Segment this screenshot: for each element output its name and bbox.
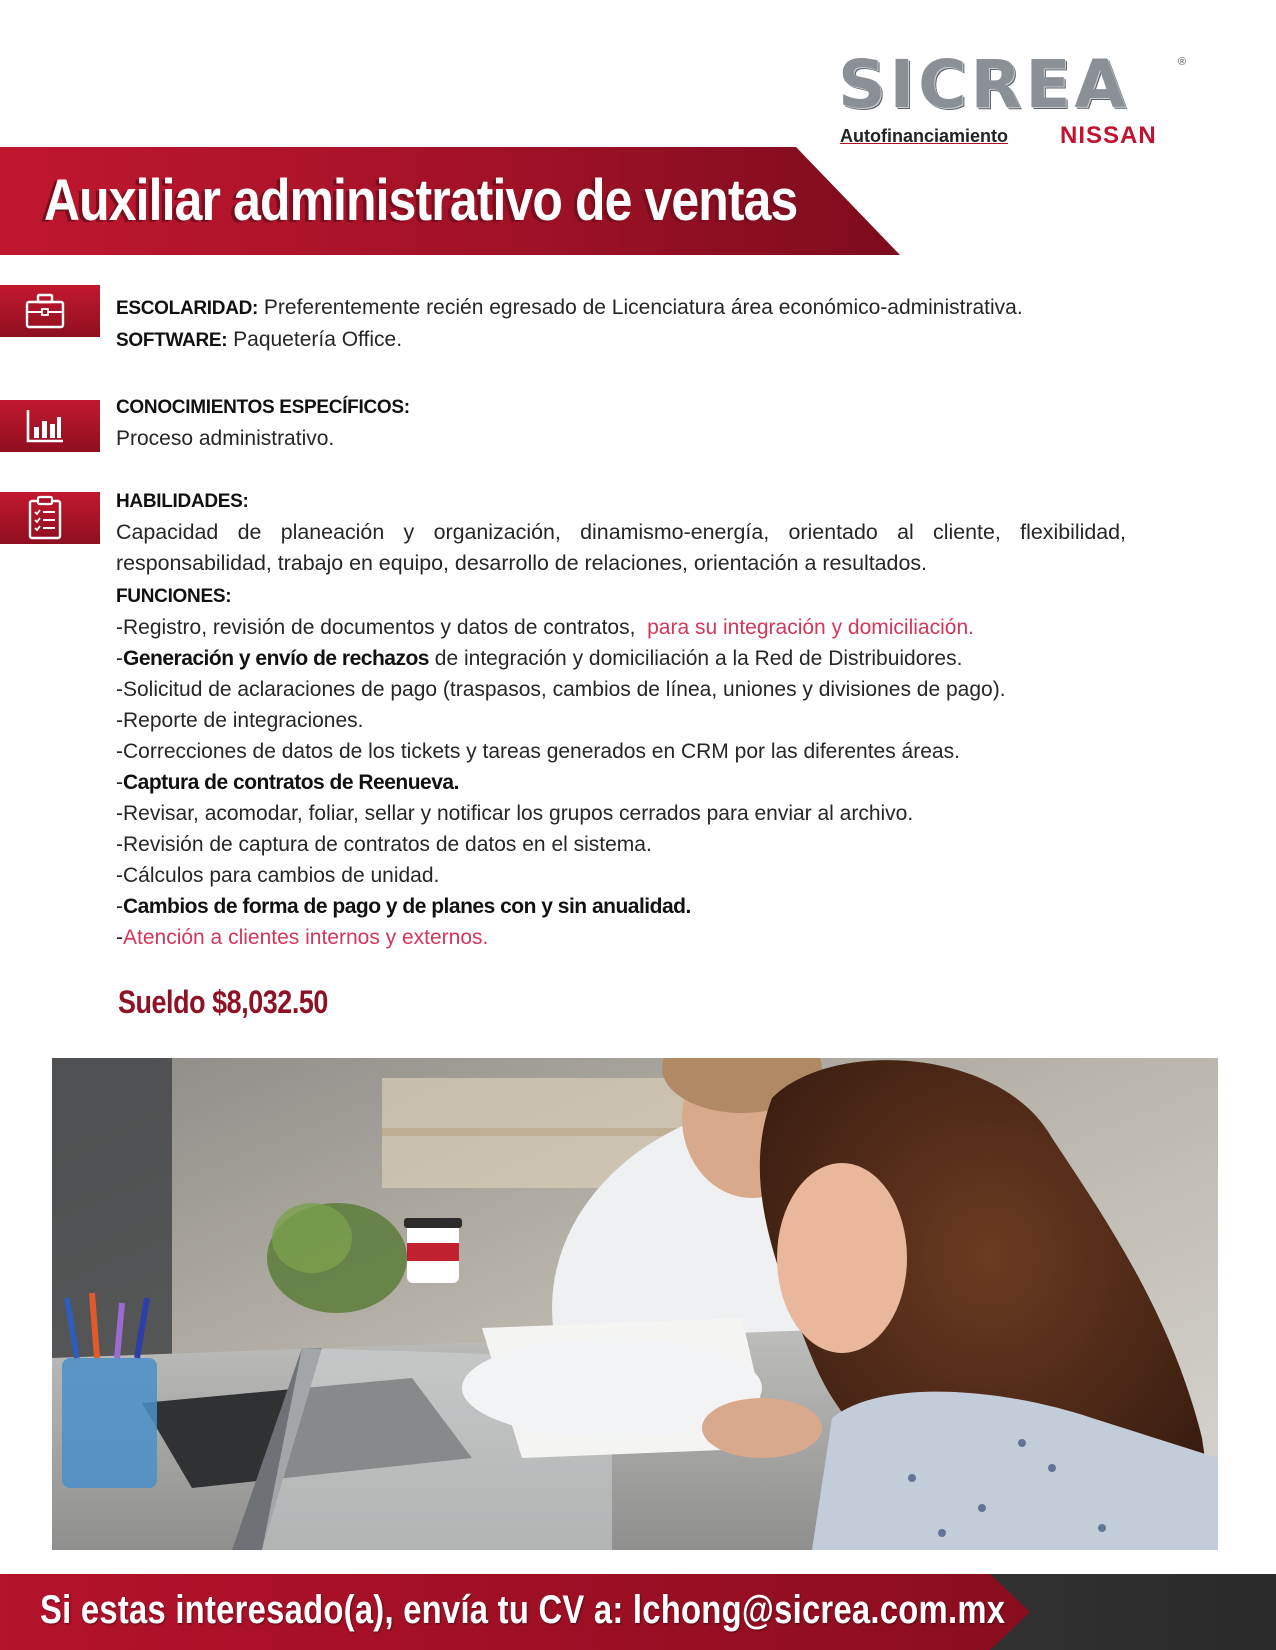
escolaridad-line [116,292,1126,324]
habilidades-label: HABILIDADES: [116,491,249,512]
list-item: -Correcciones de datos de los tickets y tareas generados en CRM por las diferentes áreas. [116,740,960,763]
list-item: -Solicitud de aclaraciones de pago (traspasos, cambios de línea, uniones y divisiones de pago). [116,678,1006,701]
habilidades-section [116,486,1126,953]
list-item: -Generación y envío de rechazos de integración y domiciliación a la Red de Distribuidores. [116,647,963,670]
habilidades-text: Capacidad de planeación y organización, dinamismo-energía, orientado al cliente, flexibilidad, responsabilidad, trabajo en equipo, desarrollo de relaciones, orientación a resultados. [116,520,1126,575]
logo-registered-mark: ® [1178,56,1187,68]
logo-wordmark: SICREA [838,46,1130,123]
conocimientos-label: CONOCIMIENTOS ESPECÍFICOS: [116,397,410,418]
list-item: -Cálculos para cambios de unidad. [116,864,440,887]
software-label: SOFTWARE: [116,330,228,351]
office-scene-illustration [52,1058,1218,1550]
software-text: Paquetería Office. [233,328,403,351]
conocimientos-tab [0,400,100,452]
funciones-label: FUNCIONES: [116,586,232,607]
software-line [116,324,1126,356]
list-item: -Revisar, acomodar, foliar, sellar y notificar los grupos cerrados para enviar al archivo. [116,802,914,825]
list-item: -Reporte de integraciones. [116,709,364,732]
list-item: -Registro, revisión de documentos y datos de contratos, para su integración y domiciliación. [116,616,974,639]
briefcase-icon [24,292,66,330]
sicrea-logo [838,46,1198,156]
bar-chart-icon [24,407,66,445]
list-item: -Cambios de forma de pago y de planes con y sin anualidad. [116,895,691,918]
conocimientos-section [116,392,1126,454]
logo-brand: NISSAN [1060,122,1157,149]
title-banner [0,147,900,255]
conocimientos-text: Proceso administrativo. [116,427,335,450]
salary: Sueldo $8,032.50 [118,984,328,1020]
escolaridad-tab [0,285,100,337]
footer-banner [0,1574,1276,1650]
habilidades-tab [0,492,100,544]
clipboard-checklist-icon [24,495,66,541]
escolaridad-section [116,292,1126,356]
logo-subtitle: Autofinanciamiento [840,126,1009,146]
list-item: -Atención a clientes internos y externos. [116,926,489,949]
contact-email-line: Si estas interesado(a), envía tu CV a: lchong@sicrea.com.mx [40,1588,1006,1632]
page-title: Auxiliar administrativo de ventas [44,168,798,233]
escolaridad-text: Preferentemente recién egresado de Licenciatura área económico-administrativa. [263,296,1023,319]
escolaridad-label: ESCOLARIDAD: [116,298,259,319]
list-item: -Revisión de captura de contratos de datos en el sistema. [116,833,652,856]
office-photo [52,1058,1218,1550]
funciones-list [116,612,1126,953]
list-item: -Captura de contratos de Reenueva. [116,771,459,794]
